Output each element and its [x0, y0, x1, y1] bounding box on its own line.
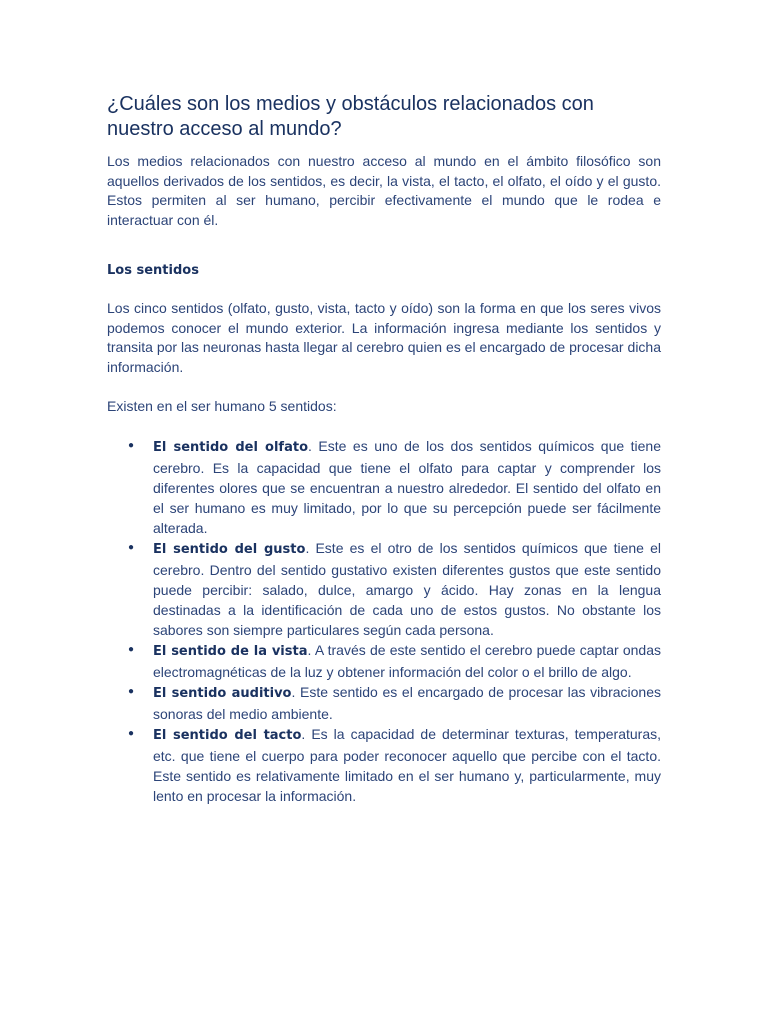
sense-term: El sentido del tacto [153, 727, 302, 743]
section-heading-senses: Los sentidos [107, 263, 199, 278]
bullet-icon: ● [128, 643, 135, 655]
bullet-icon: ● [128, 685, 135, 697]
senses-list [107, 436, 661, 806]
sense-description: . A través de este sentido el cerebro puede captar ondas electromagnéticas de la luz y obtener información del color o el brillo de algo. [153, 641, 661, 680]
sense-term: El sentido auditivo [153, 685, 292, 701]
list-item-auditivo [107, 682, 661, 724]
intro-paragraph: Los medios relacionados con nuestro acceso al mundo en el ámbito filosófico son aquellos derivados de los sentidos, es decir, la vista, el tacto, el olfato, el oído y el gusto. Estos permiten al ser humano, percibir efectivamente el mundo que le rodea e interactuar con él. [107, 153, 661, 228]
list-item-tacto [107, 724, 661, 806]
sense-description: . Este sentido es el encargado de procesar las vibraciones sonoras del medio ambiente. [153, 683, 661, 722]
bullet-icon: ● [128, 439, 135, 451]
bullet-icon: ● [128, 727, 135, 739]
sense-term: El sentido de la vista [153, 643, 308, 659]
sense-term: El sentido del gusto [153, 541, 306, 557]
sense-description: . Este es uno de los dos sentidos químicos que tiene cerebro. Es la capacidad que tiene el olfato para captar y comprender los diferentes olores que se encuentran a nuestro alrededor. El sentido del olfato en el ser humano es muy limitado, por lo que su percepción puede ser fácilmente alterada. [153, 437, 662, 536]
sense-description: . Este es el otro de los sentidos químicos que tiene el cerebro. Dentro del sentido gustativo existen diferentes gustos que este sentido puede percibir: salado, dulce, amargo y ácido. Hay zonas en la lengua destinadas a la identificación de cada uno de estos gustos. No obstante los sabores son siempre particulares según cada persona. [153, 539, 662, 638]
list-item-olfato [107, 436, 661, 538]
sense-term: El sentido del olfato [153, 439, 309, 455]
senses-paragraph: Los cinco sentidos (olfato, gusto, vista, tacto y oído) son la forma en que los seres vivos podemos conocer el mundo exterior. La información ingresa mediante los sentidos y transita por las neuronas hasta llegar al cerebro quien es el encargado de procesar dicha información. [107, 300, 661, 375]
sense-description: . Es la capacidad de determinar texturas, temperaturas, etc. que tiene el cuerpo para poder reconocer aquello que percibe con el tacto. Este sentido es relativamente limitado en el ser humano y, particularmente, muy lento en procesar la información. [153, 725, 661, 804]
bullet-icon: ● [128, 541, 135, 553]
document-title: ¿Cuáles son los medios y obstáculos relacionados con nuestro acceso al mundo? [107, 93, 594, 140]
document-page [107, 92, 661, 806]
senses-count-line: Existen en el ser humano 5 sentidos: [107, 398, 337, 414]
list-item-vista [107, 640, 661, 682]
list-item-gusto [107, 538, 661, 640]
